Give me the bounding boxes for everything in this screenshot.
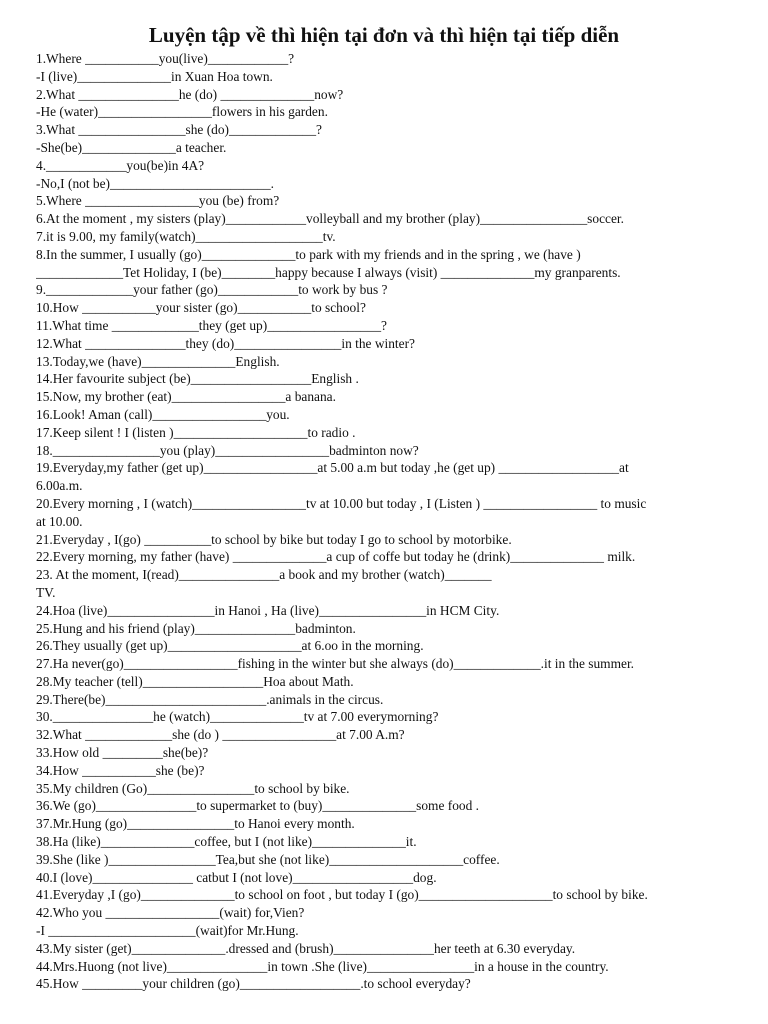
exercise-line: TV. xyxy=(36,584,56,600)
exercise-line: 29.There(be)________________________.animals in the circus. xyxy=(36,691,384,707)
exercise-line: at 10.00. xyxy=(36,513,83,529)
exercise-line: 42.Who you _________________(wait) for,Vien? xyxy=(36,905,305,921)
exercise-line: 15.Now, my brother (eat)_________________a banana. xyxy=(36,389,336,405)
worksheet-title: Luyện tập về thì hiện tại đơn và thì hiện tại tiếp diễn xyxy=(148,23,620,47)
exercise-line: 39.She (like )________________Tea,but she (not like)____________________coffee. xyxy=(36,851,500,867)
exercise-line: 14.Her favourite subject (be)__________________English . xyxy=(36,371,359,387)
exercise-line: 32.What _____________she (do ) _________________at 7.00 A.m? xyxy=(36,727,405,743)
exercise-line: 18.________________you (play)_________________badminton now? xyxy=(36,442,419,458)
exercise-line: 21.Everyday , I(go) __________to school by bike but today I go to school by motorbike. xyxy=(36,531,512,547)
exercise-line: -I (live)______________in Xuan Hoa town. xyxy=(36,68,273,84)
exercise-line: -He (water)_________________flowers in his garden. xyxy=(36,104,328,120)
exercise-line: 35.My children (Go)________________to school by bike. xyxy=(36,780,350,796)
exercise-line: -She(be)______________a teacher. xyxy=(36,139,227,155)
exercise-line: 45.How _________your children (go)__________________.to school everyday? xyxy=(36,976,471,992)
exercise-line: 16.Look! Aman (call)_________________you. xyxy=(36,406,290,422)
exercise-line: 2.What _______________he (do) ______________now? xyxy=(36,86,344,102)
exercise-line: 19.Everyday,my father (get up)_________________at 5.00 a.m but today ,he (get up) __________________at xyxy=(36,460,629,476)
exercise-line: 25.Hung and his friend (play)_______________badminton. xyxy=(36,620,356,636)
exercise-line: 40.I (love)_______________ catbut I (not love)__________________dog. xyxy=(36,869,437,885)
exercise-line: 17.Keep silent ! I (listen )____________________to radio . xyxy=(36,424,356,440)
exercise-line: 34.How ___________she (be)? xyxy=(36,762,205,778)
exercise-line: 41.Everyday ,I (go)______________to school on foot , but today I (go)____________________to school by bike. xyxy=(36,887,648,903)
exercise-line: 9._____________your father (go)____________to work by bus ? xyxy=(36,282,388,298)
exercise-line: 1.Where ___________you(live)____________? xyxy=(36,51,295,66)
exercise-line: 20.Every morning , I (watch)_________________tv at 10.00 but today , I (Listen ) _________________ to music xyxy=(36,495,647,511)
exercise-line: 26.They usually (get up)____________________at 6.oo in the morning. xyxy=(36,638,424,654)
exercise-line: -I ______________________(wait)for Mr.Hung. xyxy=(36,923,299,939)
exercise-line: 11.What time _____________they (get up)_________________? xyxy=(36,317,387,333)
exercise-line: 43.My sister (get)______________.dressed and (brush)_______________her teeth at 6.30 everyday. xyxy=(36,940,576,956)
exercise-line: 24.Hoa (live)________________in Hanoi , Ha (live)________________in HCM City. xyxy=(36,602,500,618)
exercise-line: 10.How ___________your sister (go)___________to school? xyxy=(36,300,366,316)
exercise-line: 38.Ha (like)______________coffee, but I (not like)______________it. xyxy=(36,834,417,850)
exercise-line: 33.How old _________she(be)? xyxy=(36,745,209,761)
exercise-line: 3.What ________________she (do)_____________? xyxy=(36,122,323,138)
exercise-line: 37.Mr.Hung (go)________________to Hanoi every month. xyxy=(36,816,355,832)
exercise-line: 13.Today,we (have)______________English. xyxy=(36,353,280,369)
exercise-line: 22.Every morning, my father (have) ______________a cup of coffe but today he (drink)______________ milk. xyxy=(36,549,636,565)
exercise-line: 36.We (go)_______________to supermarket to (buy)______________some food . xyxy=(36,798,479,814)
exercise-line: 5.Where _________________you (be) from? xyxy=(36,193,280,209)
exercise-line: 30._______________he (watch)______________tv at 7.00 everymorning? xyxy=(36,709,439,725)
exercise-line: 6.00a.m. xyxy=(36,478,83,494)
exercise-line: _____________Tet Holiday, I (be)________happy because I always (visit) ______________my granparents. xyxy=(36,264,621,280)
exercise-line: 27.Ha never(go)_________________fishing in the winter but she always (do)_____________.it in the summer. xyxy=(36,656,635,672)
exercise-line: 44.Mrs.Huong (not live)_______________in town .She (live)________________in a house in the country. xyxy=(36,958,609,974)
exercise-line: 6.At the moment , my sisters (play)____________volleyball and my brother (play)________________soccer. xyxy=(36,211,624,227)
exercise-line: -No,I (not be)________________________. xyxy=(36,175,275,191)
exercise-line: 8.In the summer, I usually (go)______________to park with my friends and in the spring , we (have ) xyxy=(36,246,581,262)
exercise-line: 12.What _______________they (do)________________in the winter? xyxy=(36,335,415,351)
exercise-line: 7.it is 9.00, my family(watch)___________________tv. xyxy=(36,228,336,244)
exercise-list xyxy=(36,50,732,993)
exercise-line: 4.____________you(be)in 4A? xyxy=(36,157,205,173)
exercise-line: 23. At the moment, I(read)_______________a book and my brother (watch)_______ xyxy=(36,567,492,583)
exercise-line: 28.My teacher (tell)__________________Hoa about Math. xyxy=(36,673,354,689)
